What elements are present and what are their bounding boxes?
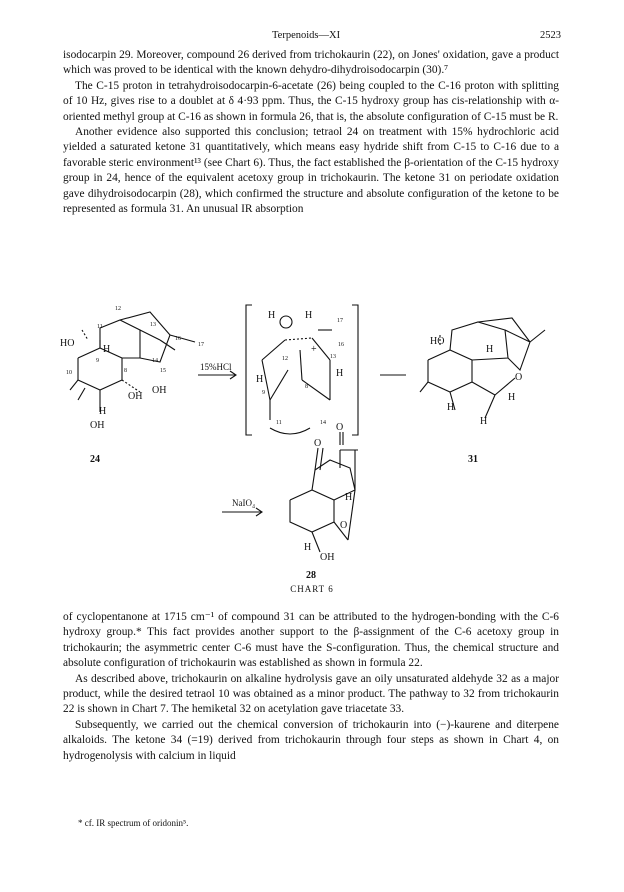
ts-h-o: H [305, 310, 313, 321]
num-16: 16 [175, 336, 181, 342]
num-11: 11 [97, 324, 103, 330]
reagent-naio4: NaIO₄ [232, 498, 256, 508]
num-13: 13 [150, 322, 156, 328]
label-h5: H [99, 406, 107, 417]
label-h9: H [103, 344, 111, 355]
label-31-h-o: H [508, 392, 516, 403]
ts-12: 12 [282, 356, 288, 362]
label-28-o-ring: O [340, 520, 348, 531]
num-12: 12 [115, 306, 121, 312]
label-31-ho: HO [430, 336, 445, 347]
compound-28-label: 28 [306, 570, 316, 581]
label-28-h: H [345, 492, 353, 503]
label-oh-bottom: OH [90, 420, 105, 431]
ts-17: 17 [337, 318, 343, 324]
text-block-top [63, 48, 559, 217]
label-ho: HO [60, 338, 75, 349]
ts-8: 8 [305, 384, 308, 390]
ts-9: 9 [262, 390, 265, 396]
ts-14: 14 [320, 420, 326, 426]
num-8: 8 [124, 368, 127, 374]
ts-11: 11 [276, 420, 282, 426]
label-31-h5: H [447, 402, 455, 413]
label-28-o-left: O [314, 438, 322, 449]
label-28-o-top: O [336, 422, 344, 433]
label-oh6: OH [128, 391, 143, 402]
page-number: 2523 [540, 30, 561, 41]
paragraph-1: isodocarpin 29. Moreover, compound 26 derived from trichokaurin (22), on Jones' oxidation, gave a product which was proved to be identical with the known dehydro-dihydroisodocarpin (30).⁷ [63, 49, 559, 77]
chart-caption: CHART 6 [290, 584, 334, 594]
ts-16: 16 [338, 342, 344, 348]
chart-6-scheme [0, 300, 624, 590]
ts-h-top: H [268, 310, 276, 321]
label-oh15: OH [152, 385, 167, 396]
label-28-oh: OH [320, 552, 335, 563]
label-31-h-bottom: H [480, 416, 488, 427]
arrow-hcl [198, 362, 236, 379]
structure-31 [420, 318, 545, 465]
compound-31-label: 31 [468, 454, 478, 465]
num-15: 15 [160, 368, 166, 374]
structure-28 [290, 422, 358, 581]
compound-24-label: 24 [90, 454, 100, 465]
footnote: * cf. IR spectrum of oridonin⁵. [78, 818, 189, 828]
ts-13: 13 [330, 354, 336, 360]
ts-h9: H [256, 374, 264, 385]
ts-h-right: H [336, 368, 344, 379]
structure-24 [60, 306, 204, 465]
label-31-h9: H [486, 344, 494, 355]
paragraph-2: The C-15 proton in tetrahydroisodocarpin-6-acetate (26) being coupled to the C-16 proton with splitting of 10 Hz, gives rise to a doublet at δ 4·93 ppm. Thus, the C-15 hydroxy group has cis-relationship with α-oriented methyl group at C-16 as shown in formula 26, that is, the absolute configuration of C-15 must be R. [63, 79, 559, 123]
paragraph-3: Another evidence also supported this conclusion; tetraol 24 on treatment with 15% hydrochloric acid yielded a saturated ketone 31 quantitatively, which means easy hydride shift from C-15 to C-16 due to a favorable steric environment¹³ (see Chart 6). Thus, the fact established the β-orientation of the C-15 hydroxy group in 24, hence of the equivalent acetoxy group in trichokaurin. The ketone 31 on periodate oxidation gave dihydroisodocarpin (28), which confirmed the structure and absolute configuration of the ketone to be represented as formula 31. An unusual IR absorption [63, 126, 559, 216]
num-9: 9 [96, 358, 99, 364]
running-title: Terpenoids—XI [272, 30, 341, 41]
label-31-o: O [515, 372, 523, 383]
paragraph-5: As described above, trichokaurin on alkaline hydrolysis gave an oily unsaturated aldehyde 32 as a major product, while the desired tetraol 10 was obtained as a minor product. The pathway to 32 from trichokaurin 22 is shown in Chart 7. The hemiketal 32 on acetylation gave triacetate 33. [63, 672, 559, 716]
paragraph-4: of cyclopentanone at 1715 cm⁻¹ of compound 31 can be attributed to the hydrogen-bonding with the C-6 hydroxy group.* This fact provides another support to the β-assignment of the C-6 acetoxy group in trichokaurin; the asymmetric center C-6 must have the S-configuration. Thus, the chemical structure and absolute configuration of trichokaurin was established as shown in formula 22. [63, 611, 559, 670]
num-10: 10 [66, 370, 72, 376]
label-28-h5: H [304, 542, 312, 553]
num-17: 17 [198, 342, 204, 348]
transition-state [246, 305, 358, 435]
text-block-bottom [63, 610, 559, 764]
paragraph-6: Subsequently, we carried out the chemical conversion of trichokaurin into (−)-kaurene and diterpene alkaloids. The ketone 34 (=19) derived from trichokaurin through four steps as shown in Chart 4, on hydrogenolysis with calcium in liquid [63, 718, 559, 762]
reagent-hcl: 15%HCl [200, 362, 232, 372]
arrow-naio4 [222, 498, 262, 516]
num-14: 14 [152, 358, 158, 364]
ts-plus: + [311, 344, 317, 355]
